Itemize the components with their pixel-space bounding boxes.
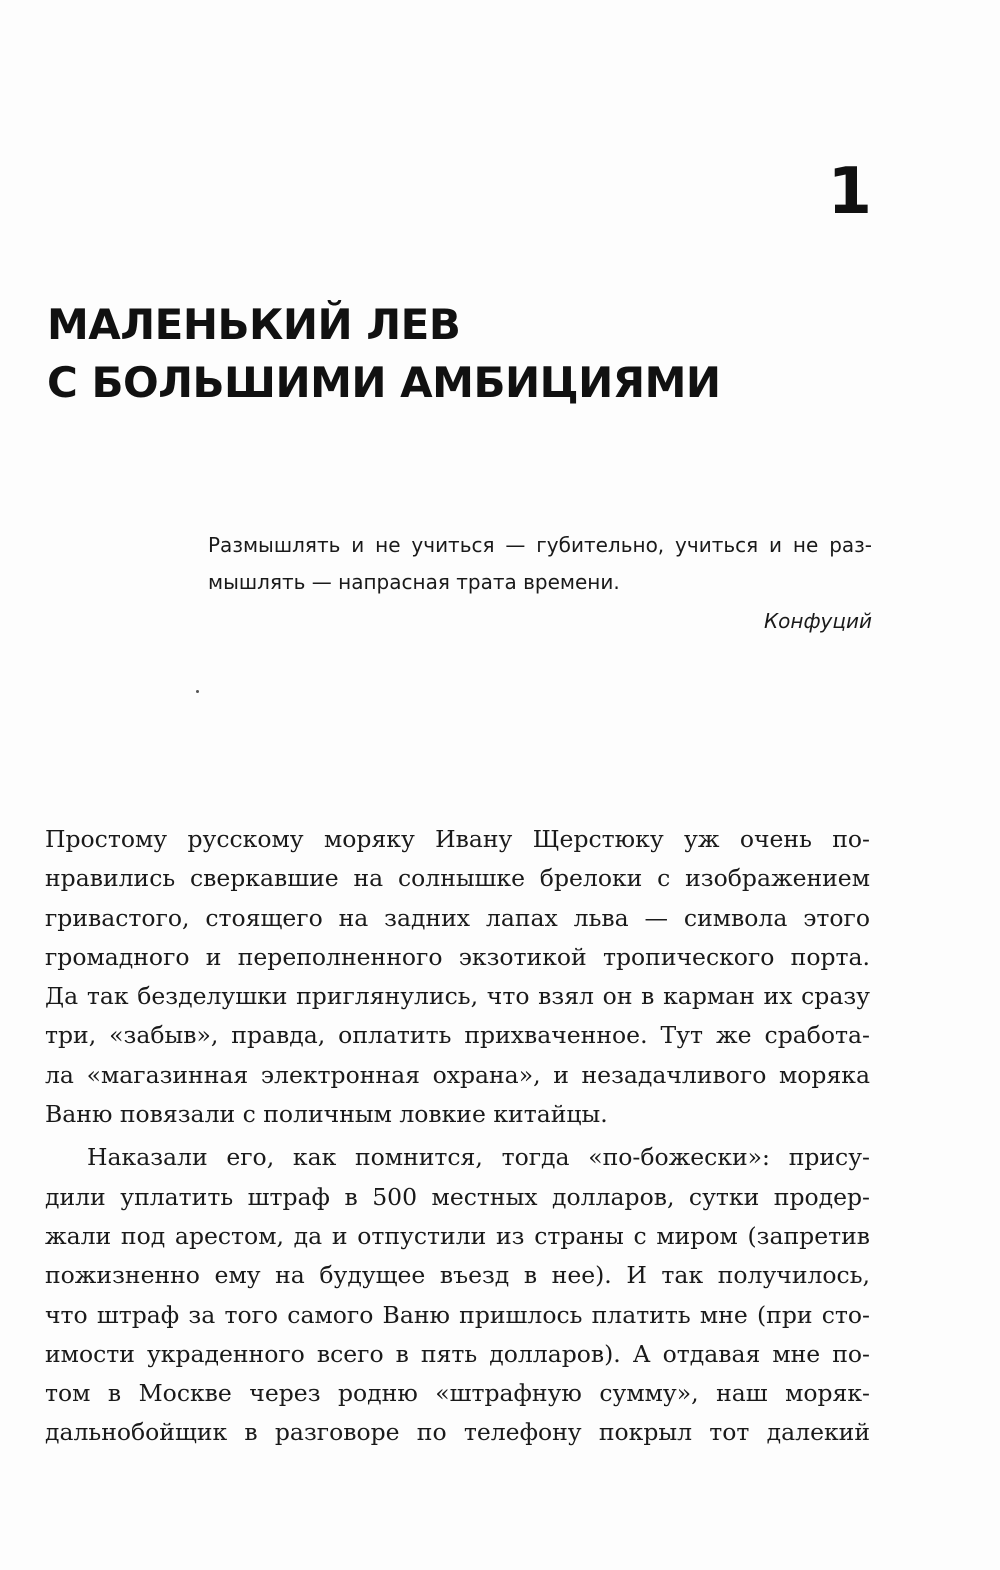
text-line: том в Москве через родню «штрафную сумму», наш моряк-	[45, 1379, 870, 1408]
chapter-number: 1	[827, 155, 872, 229]
text-line: жали под арестом, да и отпустили из страны с миром (запретив	[45, 1221, 870, 1250]
text-line: что штраф за того самого Ваню пришлось платить мне (при сто-	[45, 1300, 870, 1329]
text-line: нравились сверкавшие на солнышке брелоки с изображением	[45, 864, 870, 893]
text-line: ла «магазинная электронная охрана», и незадачливого моряка	[45, 1060, 870, 1089]
text-line: дили уплатить штраф в 500 местных долларов, сутки продер-	[45, 1182, 870, 1211]
text-line: Наказали его, как помнится, тогда «по-божески»: прису-	[87, 1143, 870, 1172]
text-line: Ваню повязали с поличным ловкие китайцы.	[45, 1100, 608, 1129]
paragraph-1	[45, 820, 870, 1134]
chapter-title-line: С БОЛЬШИМИ АМБИЦИЯМИ	[47, 358, 721, 407]
epigraph	[208, 527, 872, 640]
text-line: Да так безделушки приглянулись, что взял он в карман их сразу	[45, 982, 870, 1011]
text-line: пожизненно ему на будущее въезд в нее). И так получилось,	[45, 1261, 870, 1290]
text-line: дальнобойщик в разговоре по телефону покрыл тот далекий	[45, 1418, 870, 1447]
text-line: имости украденного всего в пять долларов). А отдавая мне по-	[45, 1339, 870, 1368]
paragraph-2	[45, 1138, 870, 1452]
print-speck	[196, 690, 199, 693]
chapter-title	[47, 296, 867, 412]
epigraph-author: Конфуций	[763, 609, 872, 633]
text-line: гривастого, стоящего на задних лапах льва — символа этого	[45, 903, 870, 932]
body-text	[45, 820, 870, 1453]
text-line: три, «забыв», правда, оплатить прихваченное. Тут же сработа-	[45, 1021, 870, 1050]
text-line: громадного и переполненного экзотикой тропического порта.	[45, 942, 870, 971]
text-line: Простому русскому моряку Ивану Щерстюку уж очень по-	[45, 825, 870, 853]
epigraph-line: Размышлять и не учиться — губительно, учиться и не раз-	[208, 533, 872, 557]
epigraph-line: мышлять — напрасная трата времени.	[208, 570, 620, 594]
chapter-title-line: МАЛЕНЬКИЙ ЛЕВ	[47, 300, 461, 349]
